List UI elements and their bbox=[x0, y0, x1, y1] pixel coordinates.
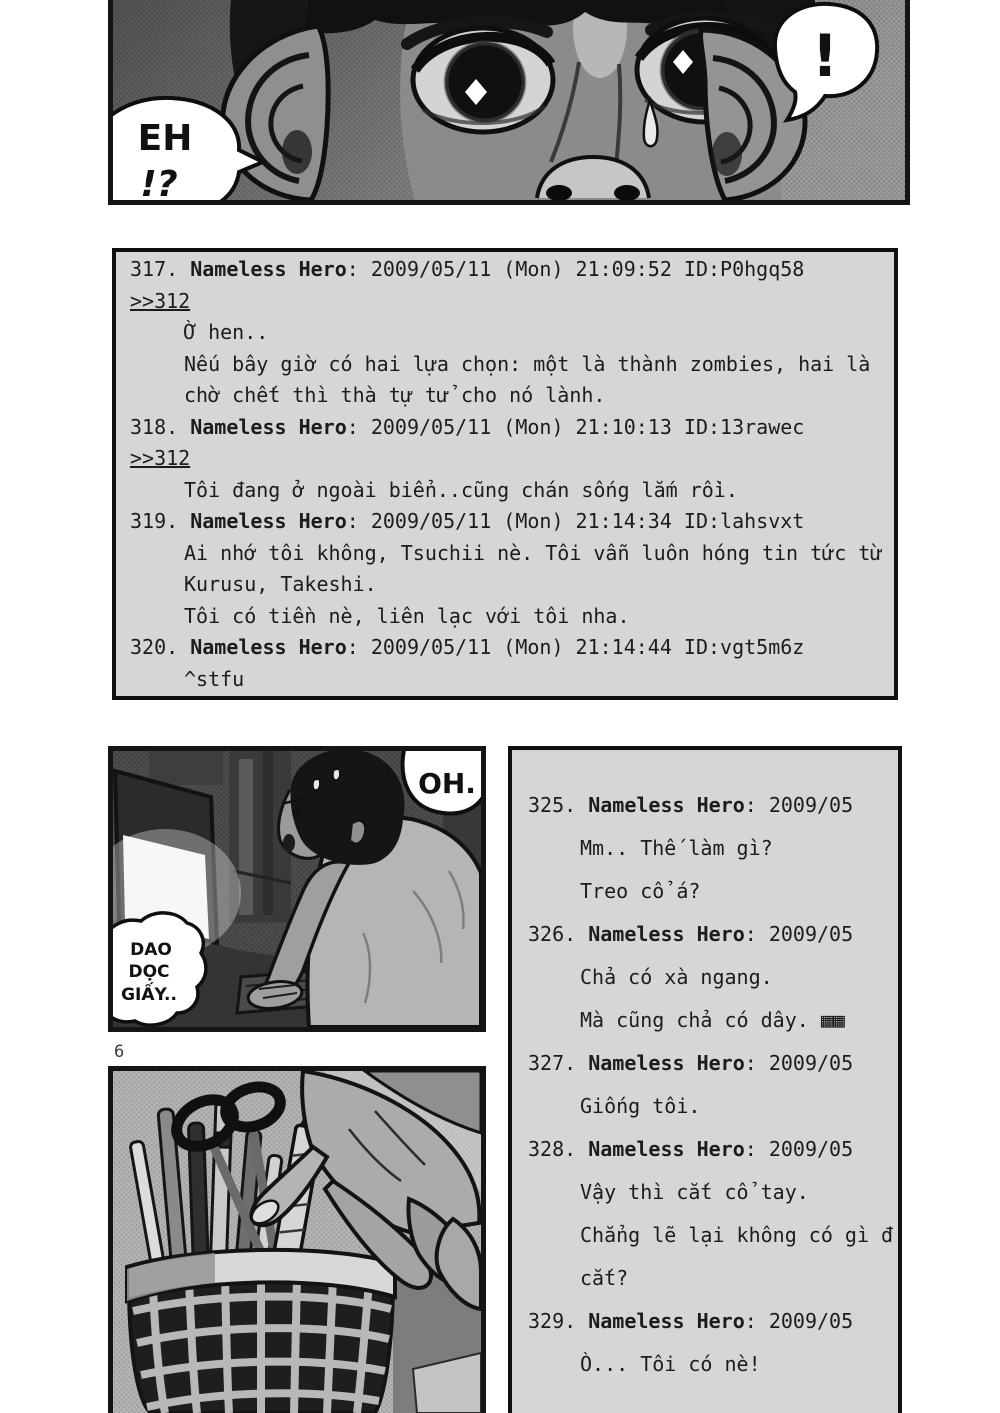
post-author: Nameless Hero bbox=[588, 1137, 745, 1161]
post-author: Nameless Hero bbox=[588, 922, 745, 946]
post-header bbox=[528, 1128, 898, 1171]
dao-line2: DỌC bbox=[128, 962, 170, 982]
post-timestamp: : 2009/05/11 (Mon) 21:10:13 ID:13rawec bbox=[346, 414, 805, 439]
eh-punct-text: !? bbox=[140, 164, 178, 200]
post-body-line: Chả có xà ngang. bbox=[580, 965, 773, 989]
post-number: 320. bbox=[130, 635, 191, 659]
post-timestamp: : 2009/05 bbox=[744, 1051, 854, 1075]
panel-face-closeup bbox=[108, 0, 910, 205]
post-timestamp: : 2009/05 bbox=[744, 1309, 854, 1333]
dao-bubble bbox=[113, 913, 206, 1025]
post-header bbox=[528, 784, 898, 827]
post-number: 319. bbox=[130, 509, 191, 533]
post-body-line: Vậy thì cắt cổ tay. bbox=[580, 1180, 809, 1204]
basket-artwork bbox=[113, 1071, 481, 1413]
post-body-line: Ờ hen.. bbox=[184, 320, 269, 344]
forum-screenshot-right bbox=[508, 746, 902, 1413]
post-timestamp: : 2009/05 bbox=[744, 793, 854, 817]
post-number: 328. bbox=[528, 1137, 589, 1161]
post-author: Nameless Hero bbox=[588, 793, 745, 817]
post-body-line: ^stfu bbox=[184, 666, 245, 691]
post-body-line: Mm.. Thế làm gì? bbox=[580, 836, 773, 860]
post-number: 329. bbox=[528, 1309, 589, 1333]
post-anchor-link[interactable]: >>312 bbox=[130, 288, 191, 313]
post-number: 325. bbox=[528, 793, 589, 817]
forum-post bbox=[528, 784, 898, 913]
post-timestamp: : 2009/05/11 (Mon) 21:14:34 ID:lahsvxt bbox=[346, 509, 805, 533]
post-header bbox=[528, 1042, 898, 1085]
eye-left bbox=[413, 28, 553, 132]
post-author: Nameless Hero bbox=[588, 1309, 745, 1333]
post-author: Nameless Hero bbox=[190, 509, 347, 533]
face-artwork bbox=[113, 0, 905, 200]
forum-post bbox=[528, 1300, 898, 1386]
page-number: 6 bbox=[114, 1042, 125, 1062]
post-header bbox=[528, 1300, 898, 1343]
computer-artwork bbox=[113, 751, 481, 1027]
post-body-line: Kurusu, Takeshi. bbox=[184, 572, 377, 596]
post-body-line: Tôi có tiền nè, liên lạc với tôi nha. bbox=[184, 603, 630, 628]
post-body-line: Chẳng lẽ lại không có gì đ bbox=[580, 1223, 894, 1247]
post-number: 317. bbox=[130, 257, 191, 281]
forum-post bbox=[130, 412, 888, 507]
post-author: Nameless Hero bbox=[190, 257, 347, 281]
post-body-line: Giống tôi. bbox=[580, 1094, 701, 1118]
post-timestamp: : 2009/05/11 (Mon) 21:14:44 ID:vgt5m6z bbox=[346, 635, 805, 659]
post-header bbox=[130, 506, 888, 538]
post-body-line: Tôi đang ở ngoài biển..cũng chán sống lắm rồi. bbox=[184, 477, 738, 502]
post-body-line: Ai nhớ tôi không, Tsuchii nè. Tôi vẫn luôn hóng tin tức từ bbox=[184, 540, 883, 565]
eh-text: EH bbox=[137, 118, 193, 159]
forum-post bbox=[528, 1042, 898, 1128]
dao-line1: DAO bbox=[130, 940, 172, 960]
post-header bbox=[130, 254, 888, 286]
post-body-line: chờ chết thì thà tự tử cho nó lành. bbox=[184, 383, 606, 407]
post-header bbox=[130, 412, 888, 444]
post-body-line: Mà cũng chả có dây. ▦▦ bbox=[580, 1008, 845, 1032]
post-number: 318. bbox=[130, 414, 191, 439]
post-anchor-link[interactable]: >>312 bbox=[130, 446, 191, 470]
post-author: Nameless Hero bbox=[190, 414, 347, 439]
exclamation-text: ! bbox=[811, 22, 839, 90]
post-body-line: cắt? bbox=[580, 1266, 629, 1290]
post-body-line: Nếu bây giờ có hai lựa chọn: một là thành zombies, hai là bbox=[184, 351, 871, 376]
forum-post bbox=[130, 254, 888, 412]
forum-screenshot-top bbox=[112, 248, 898, 700]
post-timestamp: : 2009/05 bbox=[744, 1137, 854, 1161]
forum-post bbox=[528, 913, 898, 1042]
post-timestamp: : 2009/05 bbox=[744, 922, 854, 946]
post-body-line: Treo cổ á? bbox=[580, 879, 701, 903]
panel-boy-at-computer bbox=[108, 746, 486, 1032]
open-mouth bbox=[283, 834, 295, 852]
panel-pen-holder bbox=[108, 1066, 486, 1413]
post-author: Nameless Hero bbox=[588, 1051, 745, 1075]
forum-post bbox=[130, 506, 888, 632]
dao-line3: GIẤY.. bbox=[121, 985, 177, 1005]
mesh-basket bbox=[127, 1250, 395, 1413]
post-body-line: Ò... Tôi có nè! bbox=[580, 1352, 761, 1376]
post-header bbox=[528, 913, 898, 956]
forum-post bbox=[130, 632, 888, 695]
oh-text: OH. bbox=[418, 767, 476, 800]
post-number: 326. bbox=[528, 922, 589, 946]
forum-post bbox=[528, 1128, 898, 1300]
post-timestamp: : 2009/05/11 (Mon) 21:09:52 ID:P0hgq58 bbox=[346, 257, 805, 281]
post-header bbox=[130, 632, 888, 664]
post-number: 327. bbox=[528, 1051, 589, 1075]
post-author: Nameless Hero bbox=[190, 635, 347, 659]
